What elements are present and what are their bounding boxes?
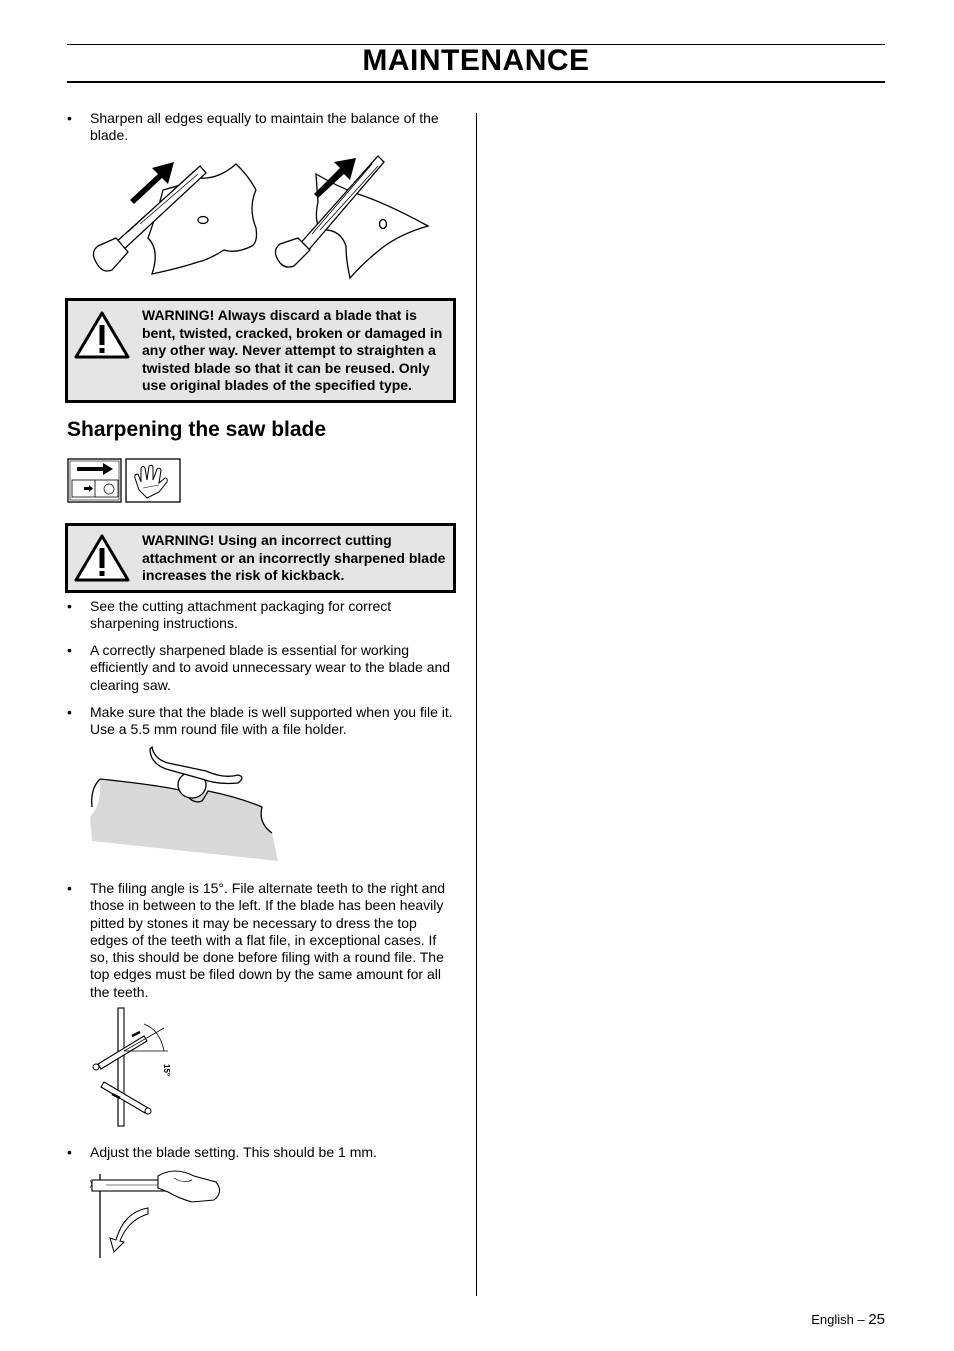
bullet-text: A correctly sharpened blade is essential for working efficiently and to avoid unnecessary wear to the blade and clearing saw. xyxy=(90,642,451,693)
list-item xyxy=(67,880,455,1001)
column-divider xyxy=(476,113,477,1296)
bullet-text: Adjust the blade setting. This should be 1 mm. xyxy=(90,1144,377,1160)
warning-triangle-icon xyxy=(74,311,130,359)
manual-reference-icon xyxy=(68,459,121,502)
bullet-text: Sharpen all edges equally to maintain the balance of the blade. xyxy=(90,110,439,144)
header-bottom-rule xyxy=(67,81,885,83)
bullet-dot: • xyxy=(67,704,72,720)
blade-filing-illustration xyxy=(88,150,453,280)
warning-text: WARNING! Using an incorrect cutting attachment or an incorrectly sharpened blade increases the risk of kickback. xyxy=(142,532,446,583)
page-number: 25 xyxy=(868,1311,885,1328)
bullet-dot: • xyxy=(67,598,72,614)
list-item xyxy=(67,110,455,145)
warning-box xyxy=(65,523,456,593)
reference-icons xyxy=(67,458,182,503)
bullet-dot: • xyxy=(67,1144,72,1160)
bullet-dot: • xyxy=(67,642,72,658)
list-item xyxy=(67,642,455,694)
footer-language: English xyxy=(811,1312,854,1327)
saw-blade-file-holder-illustration xyxy=(88,745,283,863)
warning-text: WARNING! Always discard a blade that is bent, twisted, cracked, broken or damaged in any other way. Never attempt to straighten a twisted blade so that it can be reused. Only use original blades of the specified type. xyxy=(142,307,443,393)
bullet-text: See the cutting attachment packaging for correct sharpening instructions. xyxy=(90,598,392,632)
list-item xyxy=(67,1144,455,1161)
warning-triangle-icon xyxy=(74,534,130,582)
bullet-dot: • xyxy=(67,110,72,126)
glove-icon xyxy=(126,459,180,502)
bullet-text: The filing angle is 15°. File alternate teeth to the right and those in between to the left. If the blade has been heavily pitted by stones it may be necessary to dress the top edges of the teeth with a flat file, in exceptional cases. If so, this should be done before filing with a round file. The top edges must be filed down by the same amount for all the teeth. xyxy=(90,880,446,1000)
blade-setting-illustration xyxy=(88,1162,224,1262)
bullet-text: Make sure that the blade is well supported when you file it. Use a 5.5 mm round file with a file holder. xyxy=(90,704,453,738)
page-footer xyxy=(811,1311,885,1328)
filing-angle-illustration xyxy=(88,1006,183,1128)
footer-separator: – xyxy=(857,1312,865,1327)
list-item xyxy=(67,704,455,739)
bullet-dot: • xyxy=(67,880,72,896)
section-heading: Sharpening the saw blade xyxy=(67,418,327,441)
list-item xyxy=(67,598,455,633)
page-title: MAINTENANCE xyxy=(362,44,590,77)
warning-box xyxy=(65,298,456,403)
angle-label: 15° xyxy=(162,1064,171,1077)
